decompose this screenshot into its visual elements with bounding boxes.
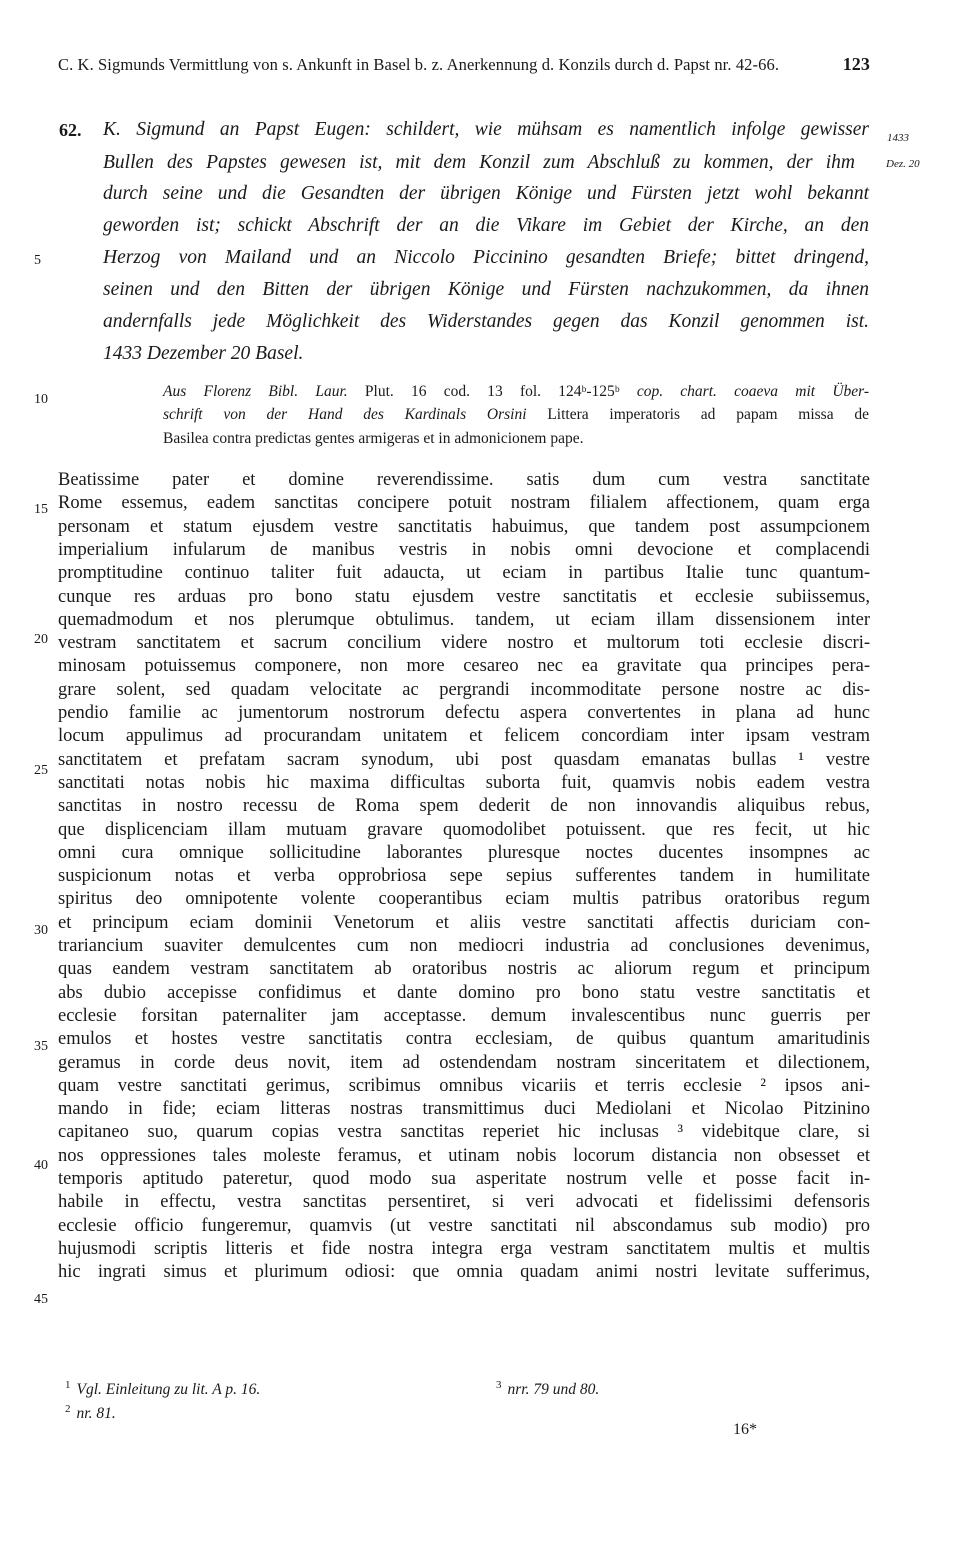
document-number: 62. <box>59 120 82 140</box>
line-number: 20 <box>34 632 48 647</box>
body-line: capitaneo suo, quarum copias vestra sanctitas reperiet hic inclusas ³ videbitque clare, si <box>58 1122 870 1143</box>
heading-line-3: durch seine und die Gesandten der übrigen Könige und Fürsten jetzt wohl bekannt <box>103 183 869 204</box>
body-line: mando in fide; eciam litteras nostras transmittimus duci Mediolani et Nicolao Pitzinino <box>58 1099 870 1120</box>
body-line: hic ingrati simus et plurimum odiosi: que omnia quadam animi nostri levitate sufferimus, <box>58 1262 870 1283</box>
body-line: vestram sanctitatem et sacrum concilium videre nostro et multorum toti ecclesie discri- <box>58 633 870 654</box>
footnote-2: $^2$ nr. 81. <box>65 1403 116 1422</box>
body-line: promptitudine continuo taliter fuit adaucta, ut eciam in partibus Italie tunc quantum- <box>58 563 870 584</box>
body-line: quemadmodum et nos plerumque obtulimus. tandem, ut eciam illam dissensionem inter <box>58 609 870 630</box>
body-line: spiritus deo omnipotente volente cooperantibus eciam multis patribus oratoribus regum <box>58 889 870 910</box>
body-line: sanctitas in nostro recessu de Roma spem dederit de non innovandis aliquibus rebus, <box>58 796 870 817</box>
sheet-signature: 16* <box>733 1421 757 1438</box>
body-line: et principum eciam dominii Venetorum et aliis vestre sanctitati affectis duriciam con- <box>58 912 870 933</box>
source-line-2: schrift von der Hand des Kardinals Orsini Littera imperatoris ad papam missa de <box>163 406 870 423</box>
heading-line-5: Herzog von Mailand und an Niccolo Piccinino gesandten Briefe; bittet dringend, <box>103 247 869 268</box>
body-line: ecclesie officio fungeremur, quamvis (ut vestre sanctitati nil abscondamus sub modio) pro <box>58 1215 870 1236</box>
footnote-1: $^1$ Vgl. Einleitung zu lit. A p. 16. <box>65 1379 261 1398</box>
body-line: habile in effectu, vestra sanctitas persentiret, si veri advocati et fidelissimi defensoris <box>58 1192 870 1213</box>
source-line-3: Basilea contra predictas gentes armigeras et in admonicionem pape. <box>163 430 584 447</box>
line-number: 40 <box>34 1158 48 1173</box>
line-number: 10 <box>34 392 48 407</box>
body-line: ecclesie forsitan paternaliter jam acceptasse. demum invalescentibus nunc guerris per <box>58 1005 870 1026</box>
running-head <box>58 55 870 75</box>
body-line: sanctitati notas nobis hic maxima difficultas suborta fuit, quamvis nobis eadem vestra <box>58 772 870 793</box>
body-line: abs dubio accepisse confidimus et dante domino pro bono statu vestre sanctitatis et <box>58 982 870 1003</box>
body-line: pendio familie ac jumentorum nostrorum defectu aspera convertentes in plana ad hunc <box>58 703 870 723</box>
page-number: 123 <box>842 54 870 74</box>
body-line: locum appulimus ad procurandam unitatem et felicem concordiam inter ipsam vestram <box>58 726 870 747</box>
margin-year: 1433 <box>887 132 909 144</box>
body-line: nos oppressiones tales moleste feramus, et utinam nobis locorum distancia non obsesset et <box>58 1145 870 1166</box>
body-line: Rome essemus, eadem sanctitas concipere potuit nostram filialem affectionem, quam erga <box>58 493 870 514</box>
heading-line-7: andernfalls jede Möglichkeit des Widerstandes gegen das Konzil genommen ist. <box>103 311 869 332</box>
margin-date: Dez. 20 <box>886 158 920 170</box>
body-line: cunque res arduas pro bono statu ejusdem vestre sanctitatis et ecclesie subiissemus, <box>58 586 870 607</box>
body-line: suspicionum notas et verba opprobriosa sepe sepius sufferentes tandem in humilitate <box>58 866 870 887</box>
heading-line-6: seinen und den Bitten der übrigen Könige und Fürsten nachzukommen, da ihnen <box>103 279 869 300</box>
source-line-1: Aus Florenz Bibl. Laur. Plut. 16 cod. 13 fol. 124ᵇ-125ᵇ cop. chart. coaeva mit Über- <box>163 383 870 400</box>
heading-line-2: Bullen des Papstes gewesen ist, mit dem Konzil zum Abschluß zu kommen, der ihm <box>103 152 855 173</box>
body-line: imperialium infularum de manibus vestris in nobis omni devocione et complacendi <box>58 539 870 560</box>
body-line: emulos et hostes vestre sanctitatis contra ecclesiam, de quibus quantum amaritudinis <box>58 1029 870 1050</box>
body-line: personam et statum ejusdem vestre sanctitatis habuimus, que tandem post assumpcionem <box>58 516 870 537</box>
body-line: minosam potuissemus componere, non more cesareo nec ea gravitate qua principes pera- <box>58 656 870 677</box>
body-line: omni cura omnique sollicitudine laborantes pluresque noctes ducentes insompnes ac <box>58 842 870 863</box>
heading-line-1: 62. K. Sigmund an Papst Eugen: schildert, wie mühsam es namentlich infolge gewisser <box>59 119 869 140</box>
body-line: hujusmodi scriptis litteris et fide nostra integra erga vestram sanctitatem multis et multis <box>58 1238 870 1259</box>
line-number: 35 <box>34 1039 48 1054</box>
line-number: 15 <box>34 502 48 517</box>
body-line: sanctitatem et prefatam sacram synodum, ubi post quasdam emanatas bullas ¹ vestre <box>58 749 870 770</box>
body-line: trariancium suaviter demulcentes cum non mediocri industria ad conclusiones devenimus, <box>58 936 870 956</box>
body-line: quas eandem vestram sanctitatem ab oratoribus nostris ac aliorum regum et principum <box>58 959 870 980</box>
body-line: Beatissime pater et domine reverendissime. satis dum cum vestra sanctitate <box>58 470 870 490</box>
line-number: 5 <box>34 253 41 268</box>
line-number: 25 <box>34 763 48 778</box>
heading-line-8: 1433 Dezember 20 Basel. <box>103 343 304 364</box>
heading-line-4: geworden ist; schickt Abschrift der an die Vikare im Gebiet der Kirche, an den <box>103 215 869 236</box>
line-number: 30 <box>34 923 48 938</box>
body-line: que displicenciam illam mutuam gravare quomodolibet potuissent. que res fecit, ut hic <box>58 819 870 840</box>
body-line: geramus in corde deus novit, item ad ostendendam nostram sinceritatem et dilectionem, <box>58 1052 870 1073</box>
body-line: quam vestre sanctitati gerimus, scribimus omnibus vicariis et terris ecclesie ² ipsos ani- <box>58 1075 870 1096</box>
body-line: grare solent, sed quadam velocitate ac pergrandi incommoditate persone nostre ac dis- <box>58 679 870 700</box>
body-line: temporis aptitudo pateretur, quod modo sua asperitate nostrum velle et posse facit in- <box>58 1169 870 1189</box>
running-head-text: C. K. Sigmunds Vermittlung von s. Ankunft in Basel b. z. Anerkennung d. Konzils durch d. Papst nr. 42-66. <box>58 55 780 74</box>
footnote-3: $^3$ nrr. 79 und 80. <box>496 1379 600 1398</box>
line-number: 45 <box>34 1292 48 1307</box>
